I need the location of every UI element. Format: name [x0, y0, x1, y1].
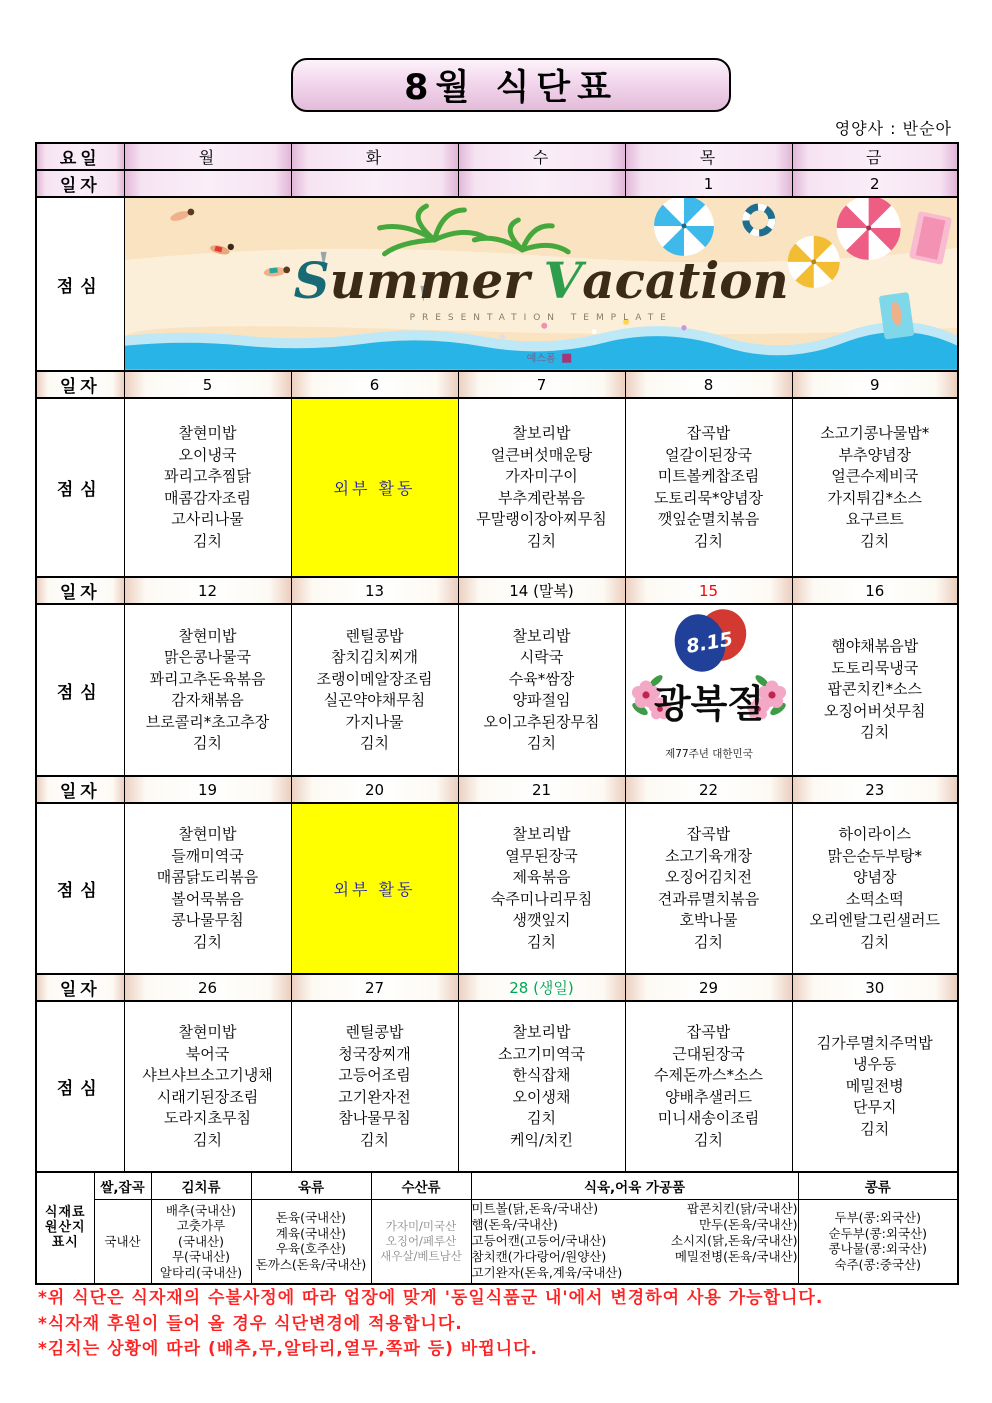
- holiday-title: 광복절: [653, 681, 764, 726]
- summer-vacation-banner-image: [125, 198, 958, 370]
- menu-item: 맑은콩나물국: [164, 648, 251, 666]
- menu-cell: [458, 803, 625, 974]
- lunch-row-label: 점심: [36, 604, 124, 776]
- footnote-line: *식자재 후원이 들어 올 경우 식단변경에 적용합니다.: [38, 1313, 463, 1334]
- date-cell: [124, 170, 291, 197]
- menu-item: 김치: [860, 1119, 890, 1138]
- origin-item: 고등어캔(고등어/국내산): [471, 1233, 607, 1249]
- menu-item: 북어국: [185, 1044, 230, 1063]
- menu-item: 생깻잎지: [512, 911, 571, 929]
- menu-item: 김가루멸치주먹밥: [816, 1033, 933, 1052]
- outside-activity-cell: 외부 활동: [291, 398, 458, 577]
- menu-cell: [124, 604, 291, 776]
- menu-item: 김치: [193, 734, 222, 752]
- menu-item: 콩나물무침: [171, 911, 244, 929]
- date-row-label: 일자: [36, 371, 124, 398]
- date-cell: 9: [792, 371, 958, 398]
- origin-column-header: 쌀,잡곡: [94, 1172, 151, 1200]
- menu-cell: [458, 604, 625, 776]
- menu-item: 잡곡밥: [686, 1023, 731, 1041]
- origin-item: 순두부(콩:외국산): [828, 1225, 927, 1241]
- lunch-row-label: 점심: [36, 398, 124, 577]
- banner-watermark: 예스폼: [526, 353, 556, 365]
- date-cell: 30: [792, 974, 958, 1001]
- nutritionist-label: 영양사 : 반순아: [834, 119, 952, 138]
- menu-item: 소고기콩나물밥*: [820, 424, 930, 442]
- menu-item: 청국장찌개: [338, 1044, 411, 1063]
- date-cell: [458, 170, 625, 197]
- menu-item: 찰보리밥: [512, 1023, 571, 1041]
- menu-item: 오징어김치전: [665, 868, 752, 886]
- origin-item: 만두(돈육/국내산): [699, 1217, 798, 1233]
- menu-item: 김치: [527, 932, 556, 951]
- origin-item: 알타리(국내산): [159, 1264, 243, 1280]
- origin-item: 두부(콩:외국산): [834, 1210, 921, 1226]
- menu-item: 소떡소떡: [845, 889, 904, 908]
- menu-item: 김치: [860, 932, 890, 951]
- date-cell: 26: [124, 974, 291, 1001]
- menu-cell: [625, 398, 792, 577]
- lunch-row-label: 점심: [36, 803, 124, 974]
- menu-item: 참나물무침: [338, 1109, 411, 1127]
- menu-item: 얼갈이된장국: [665, 445, 752, 464]
- origin-item: 새우살/베트남산: [380, 1248, 462, 1263]
- menu-cell: [124, 1001, 291, 1172]
- menu-item: 오이생채: [512, 1087, 571, 1106]
- menu-item: 시락국: [519, 648, 564, 666]
- origin-item: 팝콘치킨(닭/국내산): [686, 1201, 798, 1217]
- origin-item: 햄(돈육/국내산): [471, 1217, 558, 1233]
- menu-item: 찰현미밥: [178, 825, 237, 843]
- menu-item: 오리엔탈그린샐러드: [809, 911, 940, 929]
- date-cell: 2: [792, 170, 958, 197]
- origin-column-header: 김치류: [151, 1172, 251, 1200]
- origin-item: 무(국내산): [171, 1249, 231, 1264]
- menu-item: 견과류멸치볶음: [657, 889, 760, 908]
- origin-item: 우육(호주산): [275, 1241, 347, 1257]
- origin-label-line: 원산지: [44, 1220, 86, 1236]
- menu-item: 매콤감자조림: [164, 488, 251, 507]
- menu-item: 맑은순두부탕*: [827, 846, 922, 865]
- menu-item: 잡곡밥: [686, 424, 731, 442]
- menu-item: 찰현미밥: [178, 424, 237, 442]
- origin-label-line: 표시: [51, 1235, 79, 1251]
- menu-item: 고기완자전: [338, 1087, 411, 1106]
- menu-item: 소고기미역국: [498, 1044, 585, 1063]
- menu-item: 오이고추된장무침: [483, 712, 600, 731]
- menu-cell: [625, 1001, 792, 1172]
- holiday-caption: 제77주년 대한민국: [664, 748, 753, 760]
- menu-item: 들깨미역국: [171, 846, 244, 865]
- origin-table: [35, 1171, 959, 1285]
- origin-items: [798, 1200, 958, 1284]
- menu-cell: [458, 1001, 625, 1172]
- date-cell: 8: [625, 371, 792, 398]
- origin-column-header: 콩류: [798, 1172, 958, 1200]
- date-cell: 7: [458, 371, 625, 398]
- menu-item: 찰보리밥: [512, 424, 571, 442]
- menu-item: 찰보리밥: [512, 825, 571, 843]
- menu-cell: [792, 398, 958, 577]
- menu-item: 깻잎순멸치볶음: [657, 510, 760, 528]
- menu-item: 매콤닭도리볶음: [156, 868, 259, 886]
- date-cell: 15: [625, 577, 792, 604]
- day-header-2: 수: [458, 143, 625, 170]
- origin-item: 콩나물(콩:외국산): [828, 1241, 927, 1257]
- menu-item: 김치: [527, 734, 556, 752]
- origin-item: 미트볼(닭,돈육/국내산): [471, 1201, 599, 1217]
- menu-cell: [291, 604, 458, 776]
- menu-item: 꽈리고추돈육볶음: [149, 669, 266, 688]
- menu-item: 김치: [694, 531, 723, 550]
- date-row-label: 일자: [36, 974, 124, 1001]
- footnotes: [38, 1286, 823, 1363]
- page-title: [291, 58, 731, 112]
- lunch-row-label: 점심: [36, 1001, 124, 1172]
- date-cell: 5: [124, 371, 291, 398]
- date-cell: 16: [792, 577, 958, 604]
- menu-cell: [124, 398, 291, 577]
- origin-column-header: 육류: [251, 1172, 371, 1200]
- meal-plan-table: [35, 142, 959, 1173]
- origin-column-header: 식육,어육 가공품: [471, 1172, 798, 1200]
- menu-item: 오징어버섯무침: [824, 701, 926, 720]
- origin-item: 계육(국내산): [275, 1225, 347, 1241]
- date-cell: 21: [458, 776, 625, 803]
- summer-vacation-banner: [124, 197, 958, 371]
- menu-item: 김치: [193, 1130, 222, 1149]
- menu-item: 도토리묵냉국: [831, 658, 919, 677]
- date-cell: 23: [792, 776, 958, 803]
- menu-item: 찰현미밥: [178, 1023, 237, 1041]
- menu-item: 브로콜리*초고추장: [145, 712, 270, 731]
- menu-item: 김치: [360, 1130, 389, 1149]
- menu-item: 김치: [860, 531, 890, 550]
- menu-item: 메밀전병: [845, 1076, 904, 1095]
- origin-item: 가자미/미국산: [385, 1218, 457, 1233]
- menu-item: 햄야채볶음밥: [831, 637, 919, 656]
- origin-item: 오징어/페루산: [385, 1233, 457, 1248]
- menu-item: 가자미구이: [505, 467, 578, 485]
- outside-activity-cell: 외부 활동: [291, 803, 458, 974]
- date-cell: 1: [625, 170, 792, 197]
- menu-item: 한식잡채: [512, 1066, 571, 1084]
- origin-item: 고춧가루: [176, 1218, 226, 1233]
- menu-item: 찰현미밥: [178, 626, 237, 645]
- menu-item: 제육볶음: [512, 868, 571, 886]
- origin-items: [151, 1200, 251, 1284]
- liberation-day-cell: [625, 604, 792, 776]
- menu-item: 감자채볶음: [171, 691, 244, 709]
- menu-item: 오이냉국: [178, 445, 237, 464]
- date-cell: 14 (말복): [458, 577, 625, 604]
- date-cell: 29: [625, 974, 792, 1001]
- menu-item: 도토리묵*양념장: [654, 488, 763, 507]
- menu-item: 시래기된장조림: [156, 1087, 259, 1106]
- menu-item: 얼큰버섯매운탕: [490, 445, 593, 464]
- menu-item: 요구르트: [845, 510, 904, 528]
- date-cell: 20: [291, 776, 458, 803]
- origin-item: (국내산): [178, 1233, 224, 1249]
- origin-split-wrap: [472, 1201, 798, 1281]
- menu-item: 김치: [193, 932, 222, 951]
- menu-item: 꽈리고추찜닭: [164, 467, 251, 485]
- menu-item: 잡곡밥: [686, 825, 731, 843]
- lunch-row-label: 점심: [36, 197, 124, 371]
- origin-item: 소시지(닭,돈육/국내산): [670, 1233, 798, 1249]
- menu-cell: [124, 803, 291, 974]
- date-row-label: 일자: [36, 170, 124, 197]
- origin-item: 고기완자(돈육,계육/국내산): [471, 1265, 623, 1281]
- footnote-line: *김치는 상황에 따라 (배추,무,알타리,열무,쪽파 등) 바뀝니다.: [38, 1339, 539, 1359]
- banner-subtitle: PRESENTATION TEMPLATE: [409, 312, 673, 323]
- origin-items-left: [472, 1201, 623, 1281]
- menu-item: 미니새송이조림: [657, 1109, 760, 1127]
- menu-item: 냉우동: [853, 1055, 897, 1074]
- menu-item: 도라지초무침: [164, 1109, 251, 1127]
- origin-items: [94, 1200, 151, 1284]
- menu-item: 샤브샤브소고기냉채: [142, 1066, 273, 1084]
- menu-item: 미트볼케찹조림: [657, 467, 760, 485]
- origin-items: [371, 1200, 471, 1284]
- date-cell: 28 (생일): [458, 974, 625, 1001]
- day-header-0: 월: [124, 143, 291, 170]
- menu-item: 양념장: [853, 868, 897, 886]
- menu-item: 팝콘치킨*소스: [827, 680, 922, 699]
- banner-title: Summer Vacation: [293, 250, 789, 310]
- date-cell: 6: [291, 371, 458, 398]
- page-title-text: 8월 식단표: [404, 68, 618, 108]
- holiday-badge: 8.15: [684, 628, 735, 658]
- menu-item: 숙주미나리무침: [490, 889, 593, 908]
- liberation-day-815-image: [626, 605, 792, 775]
- menu-item: 참치김치찌개: [331, 648, 418, 666]
- menu-item: 열무된장국: [505, 846, 578, 865]
- date-cell: 27: [291, 974, 458, 1001]
- menu-cell: [458, 398, 625, 577]
- origin-item: 숙주(콩:중국산): [834, 1256, 921, 1272]
- origin-column-header: 수산류: [371, 1172, 471, 1200]
- origin-item: 돈까스(돈육/국내산): [255, 1256, 367, 1272]
- menu-cell: [792, 1001, 958, 1172]
- menu-item: 고사리나물: [171, 510, 244, 528]
- menu-cell: [625, 803, 792, 974]
- menu-cell: [792, 604, 958, 776]
- menu-item: 하이라이스: [838, 825, 911, 843]
- menu-item: 김치: [527, 531, 556, 550]
- menu-item: 렌틸콩밥: [345, 626, 404, 645]
- origin-item: 돈육(국내산): [275, 1210, 347, 1226]
- menu-cell: [291, 1001, 458, 1172]
- menu-item: 단무지: [853, 1098, 897, 1117]
- date-row-label: 일자: [36, 776, 124, 803]
- menu-item: 얼큰수제비국: [831, 467, 919, 485]
- menu-item: 김치: [694, 932, 723, 951]
- day-header-1: 화: [291, 143, 458, 170]
- origin-item: 국내산: [104, 1233, 141, 1249]
- menu-cell: [792, 803, 958, 974]
- menu-item: 김치: [527, 1109, 556, 1127]
- menu-item: 고등어조림: [338, 1066, 411, 1084]
- day-header-label: 요일: [36, 143, 124, 170]
- menu-item: 근대된장국: [672, 1044, 745, 1063]
- menu-item: 김치: [193, 531, 222, 550]
- origin-row-label: [36, 1172, 94, 1284]
- day-header-3: 목: [625, 143, 792, 170]
- menu-item: 실곤약야채무침: [323, 691, 426, 709]
- menu-item: 호박나물: [679, 911, 738, 929]
- menu-item: 찰보리밥: [512, 626, 571, 645]
- menu-item: 부추계란볶음: [498, 488, 585, 507]
- origin-item: 배추(국내산): [165, 1202, 237, 1218]
- date-cell: 12: [124, 577, 291, 604]
- date-cell: 22: [625, 776, 792, 803]
- origin-item: 참치캔(가다랑어/원양산): [471, 1249, 607, 1265]
- date-cell: 13: [291, 577, 458, 604]
- menu-item: 조랭이메알장조림: [316, 669, 433, 688]
- date-cell: [291, 170, 458, 197]
- origin-label-line: 식재료: [44, 1205, 86, 1221]
- menu-item: 가지튀김*소스: [827, 488, 922, 507]
- menu-item: 무말랭이장아찌무침: [476, 510, 607, 528]
- menu-item: 김치: [694, 1130, 723, 1149]
- menu-item: 소고기육개장: [665, 846, 752, 865]
- menu-item: 김치: [860, 723, 890, 742]
- footnote-line: *위 식단은 식자재의 수불사정에 따라 업장에 맞게 '동일식품군 내'에서 변경하여 사용 가능합니다.: [38, 1288, 824, 1308]
- menu-item: 케익/치킨: [509, 1130, 573, 1149]
- date-row-label: 일자: [36, 577, 124, 604]
- day-header-4: 금: [792, 143, 958, 170]
- origin-item: 메밀전병(돈육/국내산): [674, 1249, 798, 1265]
- menu-item: 가지나물: [345, 712, 404, 731]
- menu-item: 볼어묵볶음: [171, 889, 244, 908]
- date-cell: 19: [124, 776, 291, 803]
- menu-item: 수제돈까스*소스: [654, 1066, 763, 1084]
- menu-item: 김치: [360, 734, 389, 752]
- menu-item: 부추양념장: [838, 445, 911, 464]
- menu-item: 렌틸콩밥: [345, 1023, 404, 1041]
- origin-items-processed: [471, 1200, 798, 1284]
- origin-items: [251, 1200, 371, 1284]
- menu-item: 수육*쌈장: [508, 669, 575, 688]
- origin-items-right: [671, 1201, 798, 1281]
- menu-item: 양배추샐러드: [665, 1087, 752, 1106]
- menu-item: 양파절임: [512, 691, 571, 709]
